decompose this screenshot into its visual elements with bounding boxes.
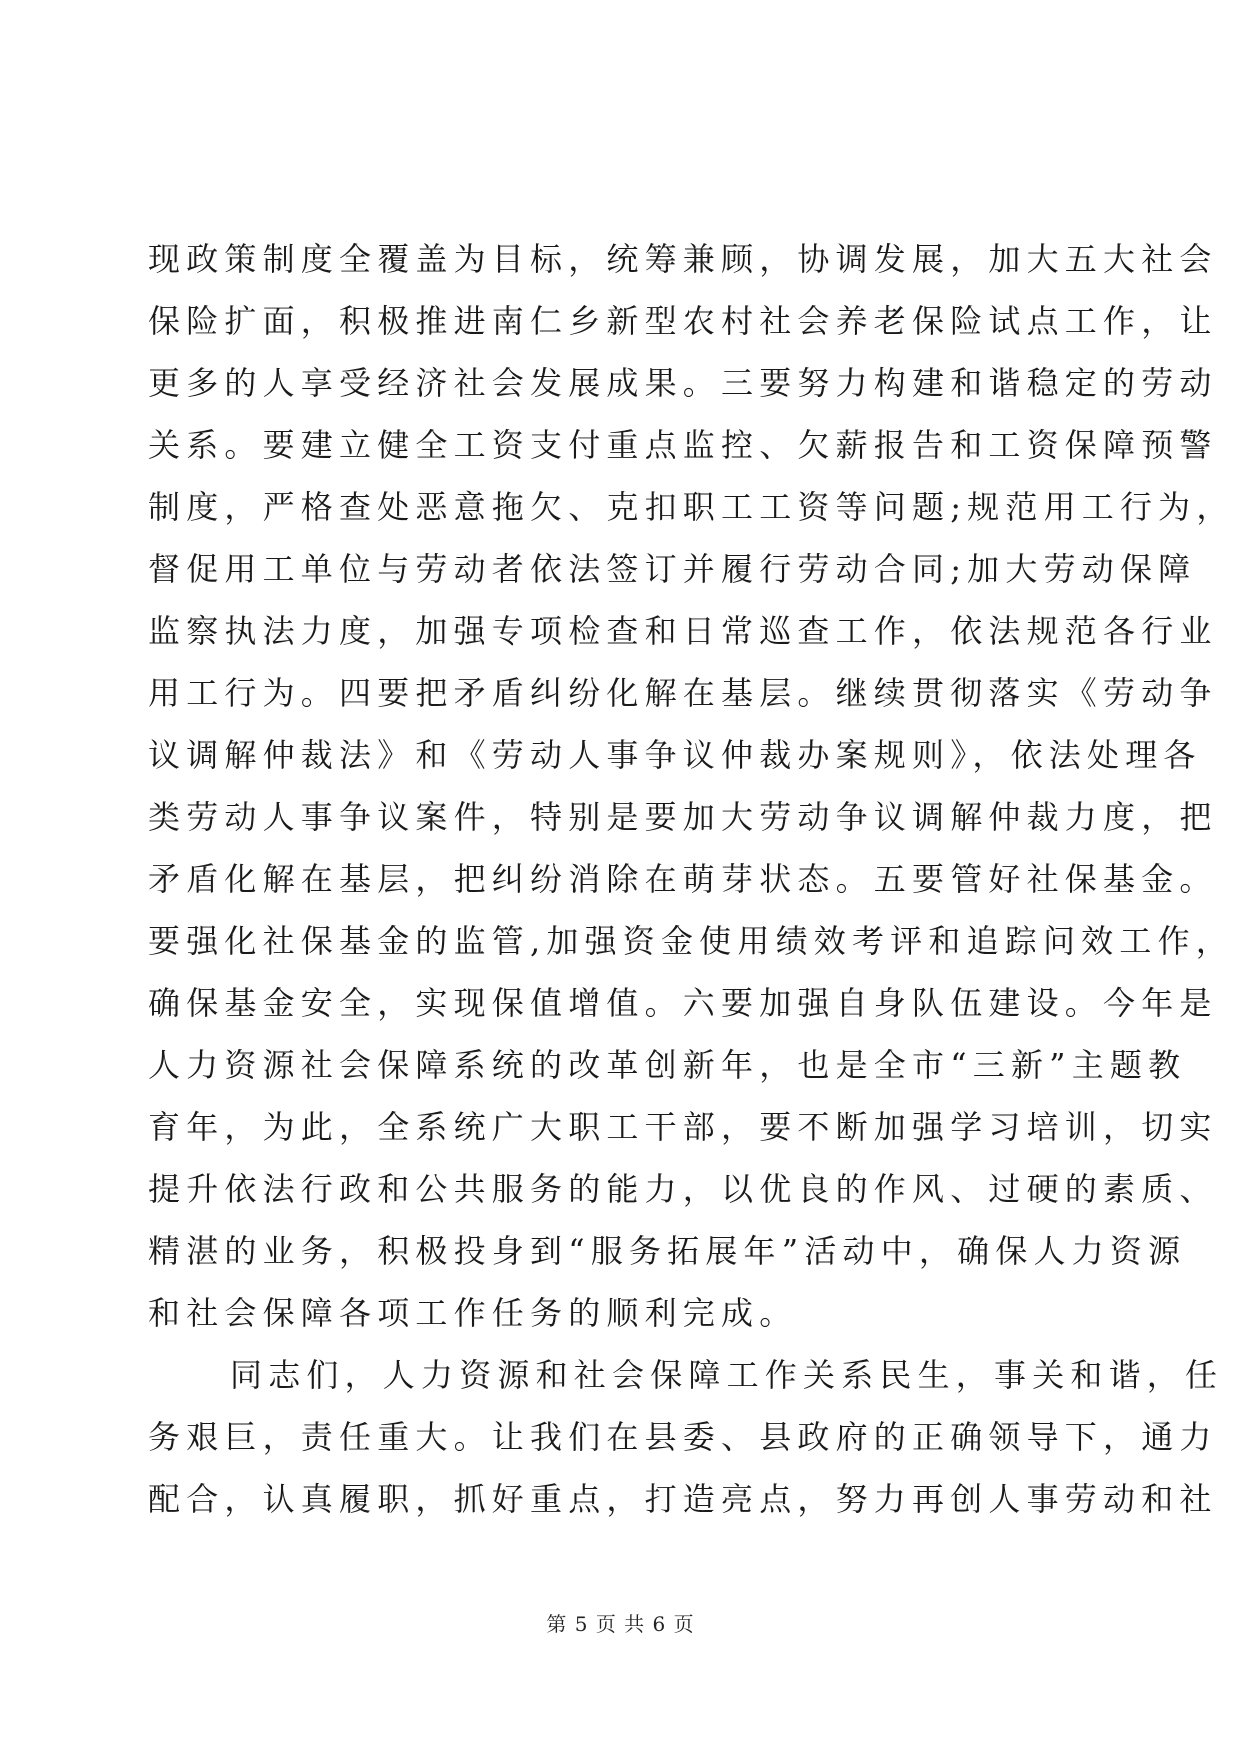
page-number-footer: 第 5 页 共 6 页 [546, 1612, 695, 1636]
body-line: 监察执法力度，加强专项检查和日常巡查工作，依法规范各行业 [148, 612, 1218, 650]
body-line: 用工行为。四要把矛盾纠纷化解在基层。继续贯彻落实《劳动争 [148, 674, 1218, 712]
body-line: 精湛的业务，积极投身到“服务拓展年”活动中，确保人力资源 [148, 1232, 1187, 1270]
body-line: 矛盾化解在基层，把纠纷消除在萌芽状态。五要管好社保基金。 [148, 860, 1218, 898]
body-line: 现政策制度全覆盖为目标，统筹兼顾，协调发展，加大五大社会 [148, 240, 1218, 278]
paragraph-first-line: 同志们，人力资源和社会保障工作关系民生，事关和谐，任 [230, 1356, 1224, 1394]
body-line: 督促用工单位与劳动者依法签订并履行劳动合同;加大劳动保障 [148, 550, 1197, 588]
body-line: 配合，认真履职，抓好重点，打造亮点，努力再创人事劳动和社 [148, 1480, 1218, 1518]
body-line: 更多的人享受经济社会发展成果。三要努力构建和谐稳定的劳动 [148, 364, 1218, 402]
body-line: 保险扩面，积极推进南仁乡新型农村社会养老保险试点工作，让 [148, 302, 1218, 340]
body-line: 提升依法行政和公共服务的能力，以优良的作风、过硬的素质、 [148, 1170, 1218, 1208]
body-line: 确保基金安全，实现保值增值。六要加强自身队伍建设。今年是 [148, 984, 1218, 1022]
body-line: 制度，严格查处恶意拖欠、克扣职工工资等问题;规范用工行为， [148, 488, 1235, 526]
body-line: 育年，为此，全系统广大职工干部，要不断加强学习培训，切实 [148, 1108, 1218, 1146]
body-line: 人力资源社会保障系统的改革创新年，也是全市“三新”主题教 [148, 1046, 1187, 1084]
body-line: 议调解仲裁法》和《劳动人事争议仲裁办案规则》，依法处理各 [148, 736, 1202, 774]
body-line: 务艰巨，责任重大。让我们在县委、县政府的正确领导下，通力 [148, 1418, 1218, 1456]
body-line: 类劳动人事争议案件，特别是要加大劳动争议调解仲裁力度，把 [148, 798, 1218, 836]
body-line: 关系。要建立健全工资支付重点监控、欠薪报告和工资保障预警 [148, 426, 1218, 464]
document-body [148, 228, 1235, 1530]
body-line: 和社会保障各项工作任务的顺利完成。 [148, 1294, 798, 1332]
body-line: 要强化社保基金的监管,加强资金使用绩效考评和追踪问效工作， [148, 922, 1234, 960]
